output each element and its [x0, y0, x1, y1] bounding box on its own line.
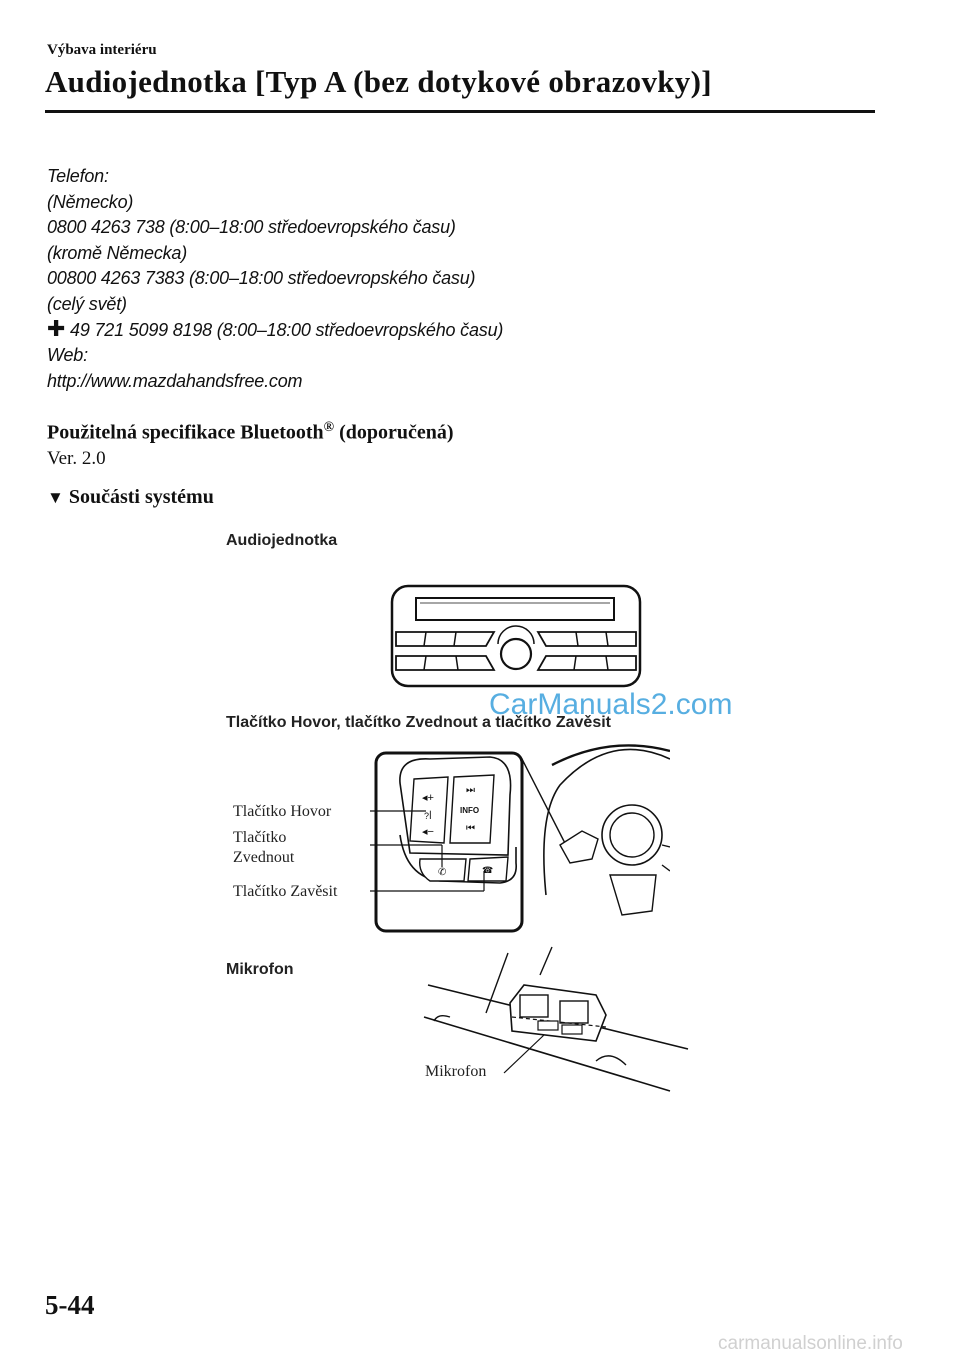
page-number: 5-44 [45, 1290, 95, 1320]
svg-text:?ꟾ: ?ꟾ [424, 811, 432, 821]
svg-text:✆: ✆ [438, 867, 447, 878]
contact-line: (kromě Německa) [47, 242, 188, 263]
triangle-down-icon: ▼ [47, 488, 64, 507]
svg-text:⏭: ⏭ [466, 785, 475, 796]
svg-text:☎: ☎ [482, 865, 494, 875]
mic-caption: Mikrofon [226, 961, 294, 978]
title-rule [45, 110, 875, 113]
callout-hangup-button: Tlačítko Zavěsit [233, 883, 338, 900]
section-header: Výbava interiéru [47, 42, 157, 58]
contact-line-intl: ✚ 49 721 5099 8198 (8:00–18:00 středoevropského času) [47, 315, 504, 341]
callout-pickup-button-line1: Tlačítko [233, 829, 287, 846]
callout-talk-button: Tlačítko Hovor [233, 803, 332, 820]
svg-text:◂−: ◂− [422, 826, 434, 838]
spec-version: Ver. 2.0 [47, 448, 106, 469]
registered-mark: ® [323, 420, 335, 435]
contact-line: Telefon: [47, 166, 109, 186]
components-heading: ▼ Součásti systému [47, 486, 214, 508]
info-button-label: INFO [460, 806, 480, 815]
contact-line: (Německo) [47, 191, 134, 212]
spec-heading: Použitelná specifikace Bluetooth® (doporučená) [47, 420, 454, 444]
watermark-top: CarManuals2.com [489, 688, 733, 721]
page-title: Audiojednotka [Typ A (bez dotykové obrazovky)] [45, 64, 712, 99]
watermark-bottom: carmanualsonline.info [718, 1333, 903, 1354]
buttons-caption: Tlačítko Hovor, tlačítko Zvednout a tlačítko Zavěsit [226, 714, 611, 731]
contact-line: (celý svět) [47, 293, 127, 314]
contact-link[interactable]: http://www.mazdahandsfree.com [47, 370, 303, 391]
steering-switch-illustration [370, 735, 670, 935]
audio-unit-illustration [386, 580, 646, 692]
audio-unit-caption: Audiojednotka [226, 532, 338, 549]
plus-icon: ✚ [47, 315, 66, 341]
contact-line: Web: [47, 345, 88, 366]
callout-microphone: Mikrofon [425, 1063, 487, 1080]
callout-pickup-button-line2: Zvednout [233, 849, 295, 866]
contact-block [47, 164, 503, 394]
svg-text:⏮: ⏮ [466, 823, 475, 834]
svg-text:◂+: ◂+ [422, 792, 434, 804]
contact-line: 00800 4263 7383 (8:00–18:00 středoevropského času) [47, 268, 476, 289]
contact-line: 0800 4263 738 (8:00–18:00 středoevropského času) [47, 217, 456, 238]
